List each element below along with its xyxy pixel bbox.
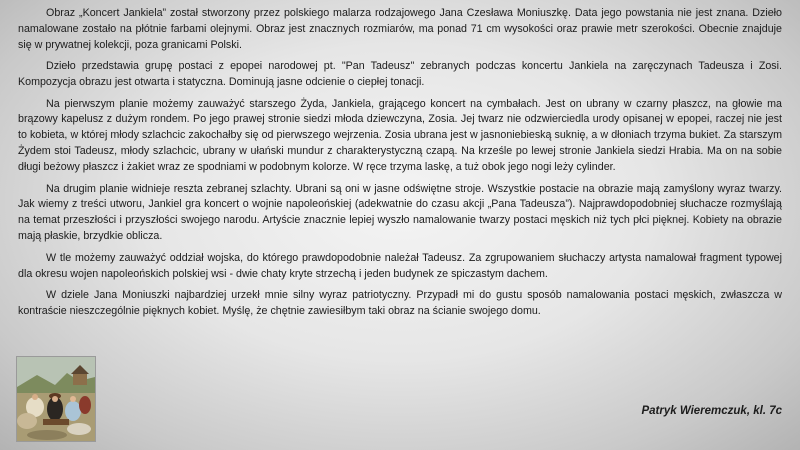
paragraph-background: W tle możemy zauważyć oddział wojska, do którego prawdopodobnie należał Tadeusz. Za zgrupowaniem słuchaczy artysta namalował fragment typowej dla okresu wojen napoleońskich polskiej wsi - dwie chaty kryte strzechą i jeden budynek ze spiczastym dachem. (18, 251, 782, 280)
paragraph-second-plane: Na drugim planie widnieje reszta zebranej szlachty. Ubrani są oni w jasne odświętne stroje. Wszystkie postacie na obrazie mają zamyślony wyraz twarzy. Jak wiemy z treści utworu, Jankiel gra koncert o wojnie napoleońskiej (adekwatnie do czasu akcji „Pana Tadeusza”). Najprawdopodobniej słuchacze rozmyślają na temat przeszłości i przyszłości swojego narodu. Artyście znacznie lepiej wyszło namalowanie twarzy postaci męskich niż tych płci pięknej. Kobiety na obrazie mają płaskie, brzydkie oblicza. (18, 182, 782, 243)
paragraph-foreground: Na pierwszym planie możemy zauważyć starszego Żyda, Jankiela, grającego koncert na cymbałach. Jest on ubrany w czarny płaszcz, na głowie ma brązowy kapelusz z dużym rondem. Po jego prawej stronie siedzi młoda dziewczyna, Zosia. Jej twarz nie odzwierciedla urody opisanej w epopei, raczej nie jest to kobieta, w której młody szlachcic zakochałby się od pierwszego wejrzenia. Zosia ubrana jest w jasnoniebieską suknię, a w dłoniach trzyma bukiet. Za starszym Żydem stoi Tadeusz, młody szlachcic, ubrany w ułański mundur z charakterystyczną czapą. Na krześle po lewej stronie Jankiela siedzi Hrabia. Ma on na sobie długi beżowy płaszcz i żakiet wraz ze spodniami w podobnym kolorze. W ręce trzyma laskę, a tuż obok jego nogi leży cylinder. (18, 97, 782, 174)
painting-thumbnail (16, 356, 96, 442)
painting-image (17, 357, 95, 441)
essay-text (18, 6, 782, 325)
paragraph-opinion: W dziele Jana Moniuszki najbardziej urzekł mnie silny wyraz patriotyczny. Przypadł mi do gustu sposób namalowania postaci męskich, zwłaszcza w kontraście nieszczególnie pięknych kobiet. Myślę, że chętnie zawiesiłbym taki obraz na ścianie swojego domu. (18, 289, 782, 317)
author-signature: Patryk Wieremczuk, kl. 7c (641, 405, 782, 417)
paragraph-composition: Dzieło przedstawia grupę postaci z epopei narodowej pt. "Pan Tadeusz" zebranych podczas koncertu Jankiela na zaręczynach Tadeusza i Zosi. Kompozycja obrazu jest otwarta i statyczna. Dominują jasne odcienie o ciepłej tonacji. (18, 60, 782, 89)
paragraph-intro: Obraz „Koncert Jankiela” został stworzony przez polskiego malarza rodzajowego Jana Czesława Moniuszkę. Data jego powstania nie jest znana. Dzieło namalowane zostało na płótnie farbami olejnymi. Obraz jest znacznych rozmiarów, ma ponad 71 cm wysokości oraz prawie metr szerokości. Obecnie znajduje się w prywatnej kolekcji, poza granicami Polski. (18, 7, 782, 51)
